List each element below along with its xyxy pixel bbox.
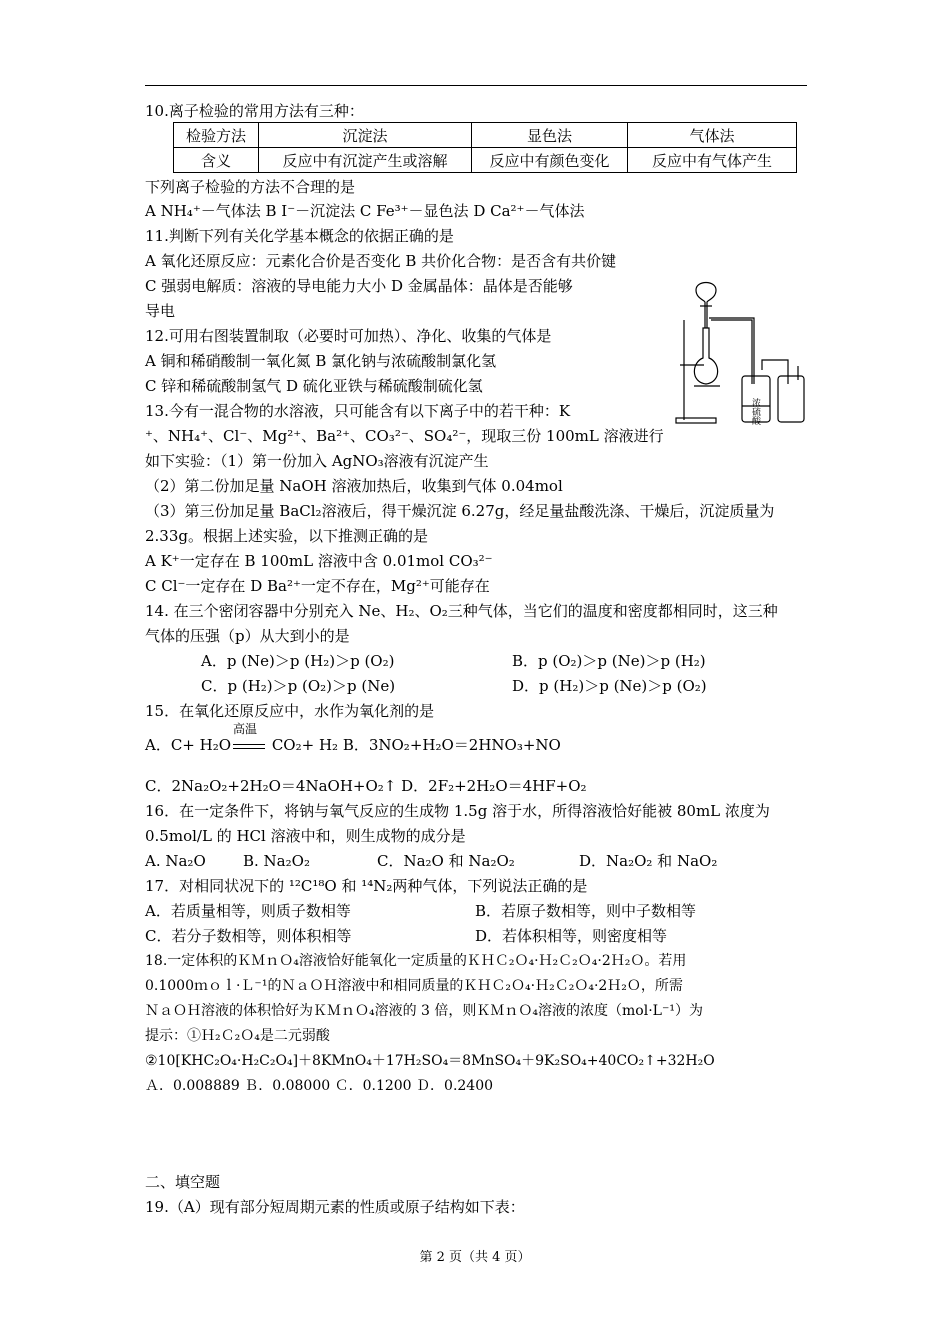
q13-line-3: 如下实验：（1）第一份加入 AgNO₃溶液有沉淀产生 (145, 452, 489, 470)
q13-line-5: （3）第三份加足量 BaCl₂溶液后，得干燥沉淀 6.27g，经足量盐酸洗涤、干燥后，沉淀质量为 (145, 502, 775, 520)
q13-line-2: ⁺、NH₄⁺、Cl⁻、Mg²⁺、Ba²⁺、CO₃²⁻、SO₄²⁻，现取三份 100mL 溶液进行 (145, 427, 664, 445)
table-cell: 检验方法 (174, 123, 259, 148)
header-rule (145, 85, 807, 86)
q11-stem: 11.判断下列有关化学基本概念的依据正确的是 (145, 227, 454, 245)
q15-stem: 15．在氧化还原反应中，水作为氧化剂的是 (145, 702, 435, 720)
section-title-fill-in: 二、填空题 (145, 1173, 221, 1191)
q16-option-d: D．Na₂O₂ 和 NaO₂ (579, 852, 718, 870)
q12-options-cd: C 锌和稀硫酸制氢气 D 硫化亚铁与稀硫酸制硫化氢 (145, 377, 483, 395)
table-cell: 反应中有沉淀产生或溶解 (259, 148, 472, 173)
table-cell: 含义 (174, 148, 259, 173)
q15-options-ab (145, 722, 561, 754)
q10-options: A NH₄⁺－气体法 B I⁻－沉淀法 C Fe³⁺－显色法 D Ca²⁺－气体法 (145, 202, 585, 220)
q14-option-c: C．p (H₂)＞p (O₂)＞p (Ne) (201, 677, 396, 695)
q19-stem: 19.（A）现有部分短周期元素的性质或原子结构如下表： (145, 1198, 525, 1216)
q13-options-cd: C Cl⁻一定存在 D Ba²⁺一定不存在，Mg²⁺可能存在 (145, 577, 490, 595)
q18-line-2: 0.1000ｍｏｌ·Ｌ⁻¹的ＮａＯＨ溶液中和相同质量的ＫＨＣ₂Ｏ₄·Ｈ₂Ｃ₂Ｏ₄·2Ｈ₂Ｏ，所需 (145, 978, 683, 994)
q14-option-a: A．p (Ne)＞p (H₂)＞p (O₂) (201, 652, 395, 670)
q14-option-d: D．p (H₂)＞p (Ne)＞p (O₂) (512, 677, 707, 695)
q16-line-1: 16．在一定条件下，将钠与氧气反应的生成物 1.5g 溶于水，所得溶液恰好能被 80mL 浓度为 (145, 802, 770, 820)
q16-option-b: B. Na₂O₂ (243, 852, 310, 870)
q18-options: Ａ．0.008889 Ｂ．0.08000 Ｃ．0.1200 Ｄ．0.2400 (145, 1078, 494, 1094)
q17-option-b: B．若原子数相等，则中子数相等 (475, 902, 697, 920)
q15-options-cd: C．2Na₂O₂+2H₂O＝4NaOH+O₂↑ D．2F₂+2H₂O＝4HF+O₂ (145, 777, 587, 795)
q15-option-a-left: A．C+ H₂O (145, 736, 232, 754)
q18-line-1: 18.一定体积的ＫＭｎＯ₄溶液恰好能氧化一定质量的ＫＨＣ₂Ｏ₄·Ｈ₂Ｃ₂Ｏ₄·2Ｈ₂Ｏ。若用 (145, 953, 687, 969)
q17-option-d: D．若体积相等，则密度相等 (475, 927, 668, 945)
q13-line-6: 2.33g。根据上述实验，以下推测正确的是 (145, 527, 429, 545)
table-cell: 反应中有气体产生 (628, 148, 797, 173)
q13-line-4: （2）第二份加足量 NaOH 溶液加热后，收集到气体 0.04mol (145, 477, 563, 495)
q16-line-2: 0.5mol/L 的 HCl 溶液中和，则生成物的成分是 (145, 827, 466, 845)
q17-option-c: C．若分子数相等，则体积相等 (145, 927, 352, 945)
q18-line-4: 提示：①Ｈ₂Ｃ₂Ｏ₄是二元弱酸 (145, 1028, 330, 1044)
q13-line-1: 13.今有一混合物的水溶液，只可能含有以下离子中的若干种：K (145, 402, 571, 420)
table-cell: 气体法 (628, 123, 797, 148)
gas-apparatus-diagram (670, 280, 810, 428)
q17-stem: 17．对相同状况下的 ¹²C¹⁸O 和 ¹⁴N₂两种气体，下列说法正确的是 (145, 877, 588, 895)
q17-option-a: A．若质量相等，则质子数相等 (145, 902, 351, 920)
table-cell: 反应中有颜色变化 (472, 148, 628, 173)
q11-options-cd: C 强弱电解质：溶液的导电能力大小 D 金属晶体：晶体是否能够 (145, 277, 573, 295)
q13-options-ab: A K⁺一定存在 B 100mL 溶液中含 0.01mol CO₃²⁻ (145, 552, 493, 570)
q14-option-b: B．p (O₂)＞p (Ne)＞p (H₂) (512, 652, 706, 670)
q10-stem: 10.离子检验的常用方法有三种： (145, 102, 364, 120)
q16-option-a: A. Na₂O (145, 852, 206, 870)
ion-test-table (173, 122, 797, 173)
q14-line-1: 14. 在三个密闭容器中分别充入 Ne、H₂、O₂三种气体，当它们的温度和密度都相同时，这三种 (145, 602, 778, 620)
reaction-condition (231, 722, 267, 754)
q16-option-c: C．Na₂O 和 Na₂O₂ (377, 852, 515, 870)
table-row (174, 148, 797, 173)
q18-line-3: ＮａＯＨ溶液的体积恰好为ＫＭｎＯ₄溶液的 3 倍，则ＫＭｎＯ₄溶液的浓度（mol·L⁻¹）为 (145, 1003, 703, 1019)
q15-option-a-right: CO₂+ H₂ B．3NO₂+H₂O＝2HNO₃+NO (271, 736, 561, 754)
condition-label: 高温 (233, 722, 258, 736)
page-footer: 第 2 页（共 4 页） (419, 1250, 531, 1265)
table-row (174, 123, 797, 148)
q10-question: 下列离子检验的方法不合理的是 (145, 178, 356, 196)
reagent-label: 浓硫酸 (751, 398, 761, 425)
q14-line-2: 气体的压强（p）从大到小的是 (145, 627, 350, 645)
equals-sign (233, 744, 265, 749)
q12-options-ab: A 铜和稀硝酸制一氧化氮 B 氯化钠与浓硫酸制氯化氢 (145, 352, 497, 370)
table-cell: 显色法 (472, 123, 628, 148)
q18-line-5: ②10[KHC₂O₄·H₂C₂O₄]＋8KMnO₄＋17H₂SO₄＝8MnSO₄＋9K₂SO₄+40CO₂↑+32H₂O (145, 1053, 715, 1069)
q11-options-cd-cont: 导电 (145, 302, 176, 320)
q11-options-ab: A 氧化还原反应：元素化合价是否变化 B 共价化合物：是否含有共价键 (145, 252, 617, 270)
table-cell: 沉淀法 (259, 123, 472, 148)
q12-stem: 12.可用右图装置制取（必要时可加热）、净化、收集的气体是 (145, 327, 552, 345)
